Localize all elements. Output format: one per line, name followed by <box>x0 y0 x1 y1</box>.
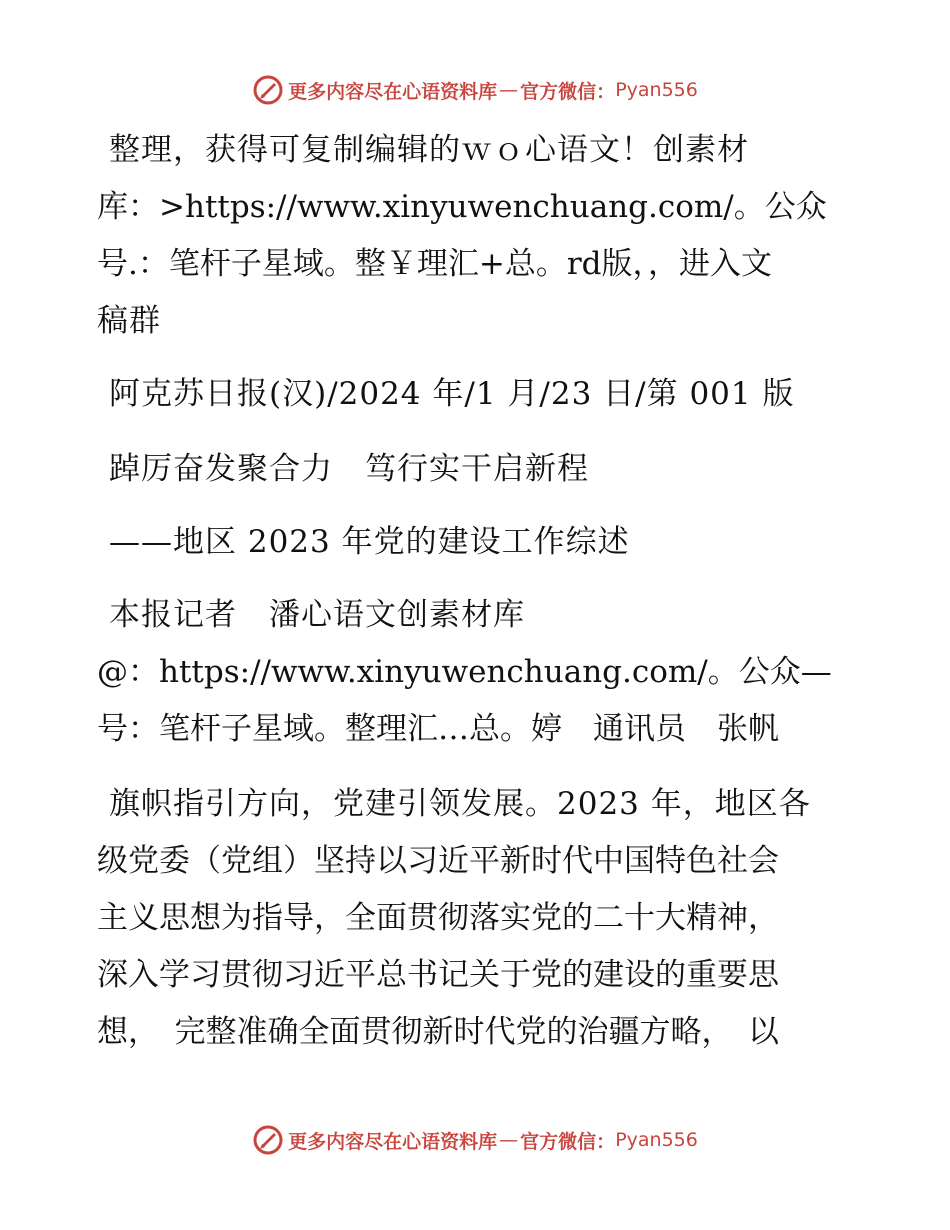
paragraph-line-2: 级党委（党组）坚持以习近平新时代中国特色社会 <box>97 843 779 879</box>
paragraph-line-5: 想， 完整准确全面贯彻新时代党的治疆方略， 以 <box>97 1014 779 1050</box>
byline-line-1: 本报记者 潘心语文创素材库 <box>109 597 525 633</box>
byline-line-2: @：https://www.xinyuwenchuang.com/。公众— <box>97 654 832 690</box>
source-line: 阿克苏日报(汉)/2024 年/1 月/23 日/第 001 版 <box>109 376 795 412</box>
paragraph-line-1: 旗帜指引方向，党建引领发展。2023 年，地区各 <box>109 786 811 822</box>
logo-icon <box>252 74 284 106</box>
intro-line-3: 号.：笔杆子星域。整￥理汇+总。rd版，，进入文 <box>97 246 772 282</box>
banner-separator: — <box>499 1129 519 1151</box>
document-body <box>97 122 857 1061</box>
banner-account: Pyan556 <box>615 79 698 101</box>
article-subtitle: ——地区 2023 年党的建设工作综述 <box>109 524 630 560</box>
intro-line-4: 稿群 <box>97 303 161 339</box>
paragraph-line-3: 主义思想为指导，全面贯彻落实党的二十大精神， <box>97 900 779 936</box>
banner-separator: — <box>499 79 519 101</box>
banner-title: 更多内容尽在心语资料库 <box>288 1130 498 1153</box>
banner-account-label: 官方微信： <box>520 80 616 103</box>
footer-banner <box>0 1120 950 1160</box>
logo-icon <box>252 1124 284 1156</box>
banner-account-label: 官方微信： <box>520 1130 616 1153</box>
intro-line-1: 整理，获得可复制编辑的ｗｏ心语文！创素材 <box>109 132 749 168</box>
banner-account: Pyan556 <box>615 1129 698 1151</box>
paragraph-line-4: 深入学习贯彻习近平总书记关于党的建设的重要思 <box>97 957 779 993</box>
intro-line-2: 库：>https://www.xinyuwenchuang.com/。公众 <box>97 189 827 225</box>
header-banner <box>0 70 950 110</box>
article-title: 踔厉奋发聚合力 笃行实干启新程 <box>109 451 589 487</box>
byline-line-3: 号：笔杆子星域。整理汇…总。婷 通讯员 张帆 <box>97 711 779 747</box>
banner-title: 更多内容尽在心语资料库 <box>288 80 498 103</box>
